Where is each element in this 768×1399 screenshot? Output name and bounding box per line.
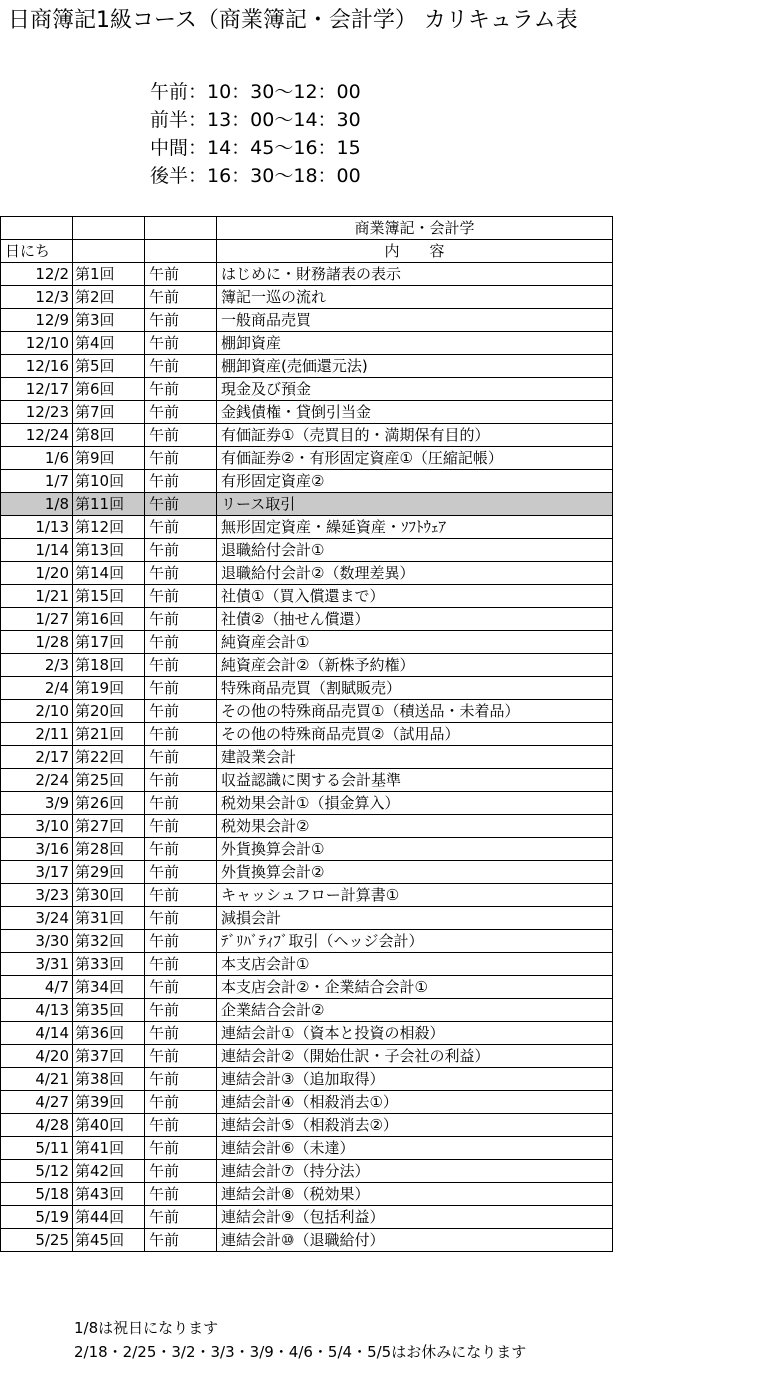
- table-row: [1, 1229, 613, 1252]
- session-number-cell: 第43回: [73, 1183, 145, 1206]
- session-number-cell: 第31回: [73, 907, 145, 930]
- date-cell: 12/3: [1, 286, 73, 309]
- time-slot-cell: 午前: [145, 585, 217, 608]
- table-row: [1, 424, 613, 447]
- table-row: [1, 1183, 613, 1206]
- content-cell: 有価証券①（売買目的・満期保有目的）: [217, 424, 613, 447]
- date-cell: 1/14: [1, 539, 73, 562]
- time-slot-cell: 午前: [145, 654, 217, 677]
- table-row: [1, 907, 613, 930]
- date-cell: 4/13: [1, 999, 73, 1022]
- time-slot-cell: 午前: [145, 309, 217, 332]
- date-cell: 3/17: [1, 861, 73, 884]
- content-cell: キャッシュフロー計算書①: [217, 884, 613, 907]
- content-cell: ﾃﾞﾘﾊﾞﾃｨﾌﾞ取引（ヘッジ会計）: [217, 930, 613, 953]
- content-cell: 連結会計⑤（相殺消去②）: [217, 1114, 613, 1137]
- date-cell: 5/19: [1, 1206, 73, 1229]
- session-number-cell: 第20回: [73, 700, 145, 723]
- session-number-cell: 第32回: [73, 930, 145, 953]
- off-days-note: 2/18・2/25・3/2・3/3・3/9・4/6・5/4・5/5はお休みになります: [74, 1343, 527, 1361]
- content-cell: 有価証券②・有形固定資産①（圧縮記帳）: [217, 447, 613, 470]
- time-slot-cell: 午前: [145, 746, 217, 769]
- session-number-cell: 第38回: [73, 1068, 145, 1091]
- date-cell: 4/20: [1, 1045, 73, 1068]
- content-cell: リース取引: [217, 493, 613, 516]
- time-slot-cell: 午前: [145, 815, 217, 838]
- content-cell: 金銭債権・貸倒引当金: [217, 401, 613, 424]
- table-row: [1, 884, 613, 907]
- table-row: [1, 263, 613, 286]
- date-cell: 3/9: [1, 792, 73, 815]
- time-slot-cell: 午前: [145, 1206, 217, 1229]
- time-slot-cell: 午前: [145, 562, 217, 585]
- time-slot-cell: 午前: [145, 1068, 217, 1091]
- content-cell: 外貨換算会計①: [217, 838, 613, 861]
- content-cell: 収益認識に関する会計基準: [217, 769, 613, 792]
- session-number-cell: 第15回: [73, 585, 145, 608]
- table-header-row-subject: [1, 217, 613, 240]
- date-column-header: 日にち: [1, 240, 73, 263]
- table-row: [1, 930, 613, 953]
- content-cell: 連結会計③（追加取得）: [217, 1068, 613, 1091]
- time-slot-cell: 午前: [145, 723, 217, 746]
- content-cell: 社債②（抽せん償還）: [217, 608, 613, 631]
- date-cell: 3/30: [1, 930, 73, 953]
- content-cell: 純資産会計①: [217, 631, 613, 654]
- date-cell: 12/24: [1, 424, 73, 447]
- date-cell: 2/17: [1, 746, 73, 769]
- content-cell: 連結会計②（開始仕訳・子会社の利益）: [217, 1045, 613, 1068]
- time-slot-cell: 午前: [145, 976, 217, 999]
- table-row: [1, 1160, 613, 1183]
- time-slot-cell: 午前: [145, 999, 217, 1022]
- content-cell: 退職給付会計①: [217, 539, 613, 562]
- header-empty-cell: [73, 240, 145, 263]
- time-slot-cell: 午前: [145, 1022, 217, 1045]
- date-cell: 12/17: [1, 378, 73, 401]
- time-slot-cell: 午前: [145, 1114, 217, 1137]
- date-cell: 1/27: [1, 608, 73, 631]
- time-slot-cell: 午前: [145, 677, 217, 700]
- time-slot-cell: 午前: [145, 516, 217, 539]
- date-cell: 1/8: [1, 493, 73, 516]
- session-number-cell: 第11回: [73, 493, 145, 516]
- content-cell: はじめに・財務諸表の表示: [217, 263, 613, 286]
- session-number-cell: 第9回: [73, 447, 145, 470]
- date-cell: 1/6: [1, 447, 73, 470]
- holiday-note: 1/8は祝日になります: [74, 1319, 219, 1337]
- content-cell: 退職給付会計②（数理差異）: [217, 562, 613, 585]
- content-cell: 外貨換算会計②: [217, 861, 613, 884]
- session-number-cell: 第27回: [73, 815, 145, 838]
- session-time-first-half: 前半：13：00～14：30: [150, 109, 361, 131]
- time-slot-cell: 午前: [145, 930, 217, 953]
- time-slot-cell: 午前: [145, 286, 217, 309]
- table-row: [1, 677, 613, 700]
- notes: [74, 1316, 526, 1364]
- date-cell: 5/18: [1, 1183, 73, 1206]
- date-cell: 1/7: [1, 470, 73, 493]
- table-row: [1, 746, 613, 769]
- header-empty-cell: [145, 217, 217, 240]
- subject-header: 商業簿記・会計学: [217, 217, 613, 240]
- date-cell: 3/24: [1, 907, 73, 930]
- date-cell: 4/7: [1, 976, 73, 999]
- time-slot-cell: 午前: [145, 332, 217, 355]
- date-cell: 2/3: [1, 654, 73, 677]
- content-cell: 連結会計⑩（退職給付）: [217, 1229, 613, 1252]
- table-row: [1, 953, 613, 976]
- content-cell: 本支店会計②・企業結合会計①: [217, 976, 613, 999]
- table-row: [1, 585, 613, 608]
- table-row: [1, 378, 613, 401]
- session-number-cell: 第6回: [73, 378, 145, 401]
- session-number-cell: 第36回: [73, 1022, 145, 1045]
- content-cell: 純資産会計②（新株予約権）: [217, 654, 613, 677]
- table-row: [1, 815, 613, 838]
- content-cell: 連結会計⑦（持分法）: [217, 1160, 613, 1183]
- session-number-cell: 第28回: [73, 838, 145, 861]
- table-row: [1, 1206, 613, 1229]
- table-row: [1, 1137, 613, 1160]
- date-cell: 2/10: [1, 700, 73, 723]
- content-cell: 無形固定資産・繰延資産・ｿﾌﾄｳｪｱ: [217, 516, 613, 539]
- session-number-cell: 第39回: [73, 1091, 145, 1114]
- time-slot-cell: 午前: [145, 861, 217, 884]
- time-slot-cell: 午前: [145, 907, 217, 930]
- table-row: [1, 861, 613, 884]
- header-empty-cell: [73, 217, 145, 240]
- time-slot-cell: 午前: [145, 631, 217, 654]
- content-cell: 連結会計⑧（税効果）: [217, 1183, 613, 1206]
- session-number-cell: 第22回: [73, 746, 145, 769]
- content-cell: 現金及び預金: [217, 378, 613, 401]
- session-number-cell: 第42回: [73, 1160, 145, 1183]
- content-cell: 棚卸資産: [217, 332, 613, 355]
- date-cell: 1/20: [1, 562, 73, 585]
- date-cell: 2/24: [1, 769, 73, 792]
- time-slot-cell: 午前: [145, 539, 217, 562]
- date-cell: 3/31: [1, 953, 73, 976]
- time-slot-cell: 午前: [145, 447, 217, 470]
- table-row: [1, 792, 613, 815]
- curriculum-table: [0, 216, 613, 1252]
- time-slot-cell: 午前: [145, 401, 217, 424]
- content-cell: 一般商品売買: [217, 309, 613, 332]
- session-number-cell: 第35回: [73, 999, 145, 1022]
- date-cell: 5/12: [1, 1160, 73, 1183]
- table-row: [1, 447, 613, 470]
- time-slot-cell: 午前: [145, 608, 217, 631]
- content-cell: 連結会計⑨（包括利益）: [217, 1206, 613, 1229]
- session-number-cell: 第8回: [73, 424, 145, 447]
- table-header-row-columns: [1, 240, 613, 263]
- session-number-cell: 第10回: [73, 470, 145, 493]
- table-row: [1, 332, 613, 355]
- date-cell: 4/14: [1, 1022, 73, 1045]
- session-number-cell: 第17回: [73, 631, 145, 654]
- session-number-cell: 第14回: [73, 562, 145, 585]
- session-number-cell: 第26回: [73, 792, 145, 815]
- date-cell: 2/4: [1, 677, 73, 700]
- content-cell: 連結会計⑥（未達）: [217, 1137, 613, 1160]
- session-number-cell: 第3回: [73, 309, 145, 332]
- session-number-cell: 第12回: [73, 516, 145, 539]
- table-row: [1, 631, 613, 654]
- table-row: [1, 1114, 613, 1137]
- table-row: [1, 769, 613, 792]
- date-cell: 1/28: [1, 631, 73, 654]
- table-row: [1, 562, 613, 585]
- date-cell: 1/21: [1, 585, 73, 608]
- date-cell: 5/25: [1, 1229, 73, 1252]
- session-time-morning: 午前：10：30～12：00: [150, 81, 361, 103]
- session-number-cell: 第19回: [73, 677, 145, 700]
- content-cell: 減損会計: [217, 907, 613, 930]
- time-slot-cell: 午前: [145, 1229, 217, 1252]
- time-slot-cell: 午前: [145, 493, 217, 516]
- date-cell: 1/13: [1, 516, 73, 539]
- time-slot-cell: 午前: [145, 470, 217, 493]
- time-slot-cell: 午前: [145, 1183, 217, 1206]
- content-cell: 特殊商品売買（割賦販売）: [217, 677, 613, 700]
- session-number-cell: 第7回: [73, 401, 145, 424]
- session-number-cell: 第21回: [73, 723, 145, 746]
- session-time-middle: 中間：14：45～16：15: [150, 137, 361, 159]
- content-cell: 税効果会計①（損金算入）: [217, 792, 613, 815]
- date-cell: 12/10: [1, 332, 73, 355]
- table-row: [1, 654, 613, 677]
- session-number-cell: 第40回: [73, 1114, 145, 1137]
- table-row: [1, 1022, 613, 1045]
- content-cell: 企業結合会計②: [217, 999, 613, 1022]
- table-row: [1, 608, 613, 631]
- content-cell: 社債①（買入償還まで）: [217, 585, 613, 608]
- time-slot-cell: 午前: [145, 263, 217, 286]
- content-cell: 棚卸資産(売価還元法): [217, 355, 613, 378]
- header-empty-cell: [145, 240, 217, 263]
- content-cell: 簿記一巡の流れ: [217, 286, 613, 309]
- table-row: [1, 1045, 613, 1068]
- content-cell: 建設業会計: [217, 746, 613, 769]
- time-slot-cell: 午前: [145, 424, 217, 447]
- table-row: [1, 838, 613, 861]
- content-column-header: 内 容: [217, 240, 613, 263]
- table-row: [1, 309, 613, 332]
- table-row: [1, 539, 613, 562]
- time-slot-cell: 午前: [145, 792, 217, 815]
- time-slot-cell: 午前: [145, 1137, 217, 1160]
- content-cell: その他の特殊商品売買②（試用品）: [217, 723, 613, 746]
- session-number-cell: 第29回: [73, 861, 145, 884]
- time-slot-cell: 午前: [145, 884, 217, 907]
- date-cell: 4/28: [1, 1114, 73, 1137]
- header-empty-cell: [1, 217, 73, 240]
- content-cell: 本支店会計①: [217, 953, 613, 976]
- table-row: [1, 1091, 613, 1114]
- table-row: [1, 999, 613, 1022]
- content-cell: 連結会計④（相殺消去①）: [217, 1091, 613, 1114]
- time-slot-cell: 午前: [145, 769, 217, 792]
- time-slot-cell: 午前: [145, 1091, 217, 1114]
- time-slot-cell: 午前: [145, 953, 217, 976]
- date-cell: 4/27: [1, 1091, 73, 1114]
- time-slot-cell: 午前: [145, 355, 217, 378]
- table-row: [1, 723, 613, 746]
- session-number-cell: 第41回: [73, 1137, 145, 1160]
- table-row: [1, 493, 613, 516]
- table-row: [1, 976, 613, 999]
- table-row: [1, 355, 613, 378]
- date-cell: 12/23: [1, 401, 73, 424]
- table-row: [1, 286, 613, 309]
- session-number-cell: 第45回: [73, 1229, 145, 1252]
- session-number-cell: 第25回: [73, 769, 145, 792]
- page-title: 日商簿記1級コース（商業簿記・会計学） カリキュラム表: [8, 8, 578, 33]
- time-slot-cell: 午前: [145, 838, 217, 861]
- table-row: [1, 516, 613, 539]
- session-number-cell: 第44回: [73, 1206, 145, 1229]
- time-slot-cell: 午前: [145, 1160, 217, 1183]
- session-number-cell: 第33回: [73, 953, 145, 976]
- time-slot-cell: 午前: [145, 1045, 217, 1068]
- session-number-cell: 第4回: [73, 332, 145, 355]
- date-cell: 4/21: [1, 1068, 73, 1091]
- session-time-second-half: 後半：16：30～18：00: [150, 165, 361, 187]
- date-cell: 3/10: [1, 815, 73, 838]
- date-cell: 12/2: [1, 263, 73, 286]
- content-cell: 有形固定資産②: [217, 470, 613, 493]
- session-number-cell: 第30回: [73, 884, 145, 907]
- session-number-cell: 第2回: [73, 286, 145, 309]
- session-number-cell: 第1回: [73, 263, 145, 286]
- time-slot-cell: 午前: [145, 378, 217, 401]
- content-cell: 税効果会計②: [217, 815, 613, 838]
- session-number-cell: 第18回: [73, 654, 145, 677]
- session-number-cell: 第13回: [73, 539, 145, 562]
- session-time-list: [150, 78, 361, 190]
- session-number-cell: 第16回: [73, 608, 145, 631]
- date-cell: 2/11: [1, 723, 73, 746]
- session-number-cell: 第37回: [73, 1045, 145, 1068]
- table-row: [1, 470, 613, 493]
- session-number-cell: 第5回: [73, 355, 145, 378]
- time-slot-cell: 午前: [145, 700, 217, 723]
- table-row: [1, 1068, 613, 1091]
- session-number-cell: 第34回: [73, 976, 145, 999]
- date-cell: 3/16: [1, 838, 73, 861]
- table-row: [1, 700, 613, 723]
- date-cell: 12/16: [1, 355, 73, 378]
- content-cell: その他の特殊商品売買①（積送品・未着品）: [217, 700, 613, 723]
- date-cell: 5/11: [1, 1137, 73, 1160]
- table-row: [1, 401, 613, 424]
- content-cell: 連結会計①（資本と投資の相殺）: [217, 1022, 613, 1045]
- date-cell: 3/23: [1, 884, 73, 907]
- date-cell: 12/9: [1, 309, 73, 332]
